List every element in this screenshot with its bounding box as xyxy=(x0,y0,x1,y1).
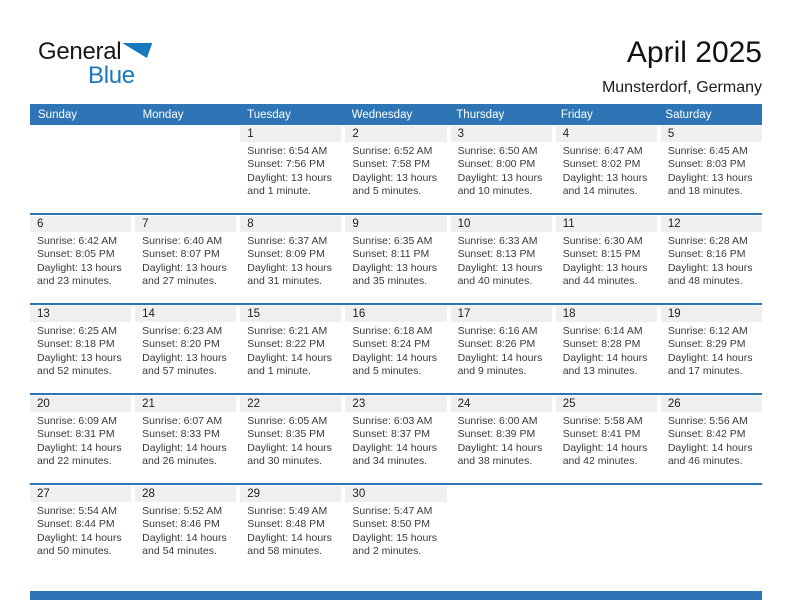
daylight-line-1: Daylight: 14 hours xyxy=(562,441,648,454)
sunrise-line: Sunrise: 6:12 AM xyxy=(667,325,748,337)
daylight-line-2: and 14 minutes. xyxy=(562,185,638,198)
week-row-4 xyxy=(30,393,762,483)
sunrise-line: Sunrise: 6:30 AM xyxy=(562,235,643,247)
day-cell-16 xyxy=(345,305,446,393)
day-cell-29 xyxy=(240,485,341,573)
daylight-line-1: Daylight: 14 hours xyxy=(247,531,332,544)
date-number: 13 xyxy=(30,306,131,322)
daylight-line-1: Daylight: 13 hours xyxy=(142,261,227,274)
sunrise-line: Sunrise: 6:52 AM xyxy=(352,145,433,157)
week-row-2 xyxy=(30,213,762,303)
daylight-line-2: and 42 minutes. xyxy=(562,455,638,468)
date-number: 2 xyxy=(345,126,446,142)
logo-triangle-icon xyxy=(122,43,152,58)
sunrise-line: Sunrise: 6:50 AM xyxy=(457,145,538,157)
empty-cell xyxy=(135,125,236,213)
sunset-line: Sunset: 8:20 PM xyxy=(142,338,220,351)
sunset-line: Sunset: 8:37 PM xyxy=(352,428,431,441)
daylight-line-2: and 48 minutes. xyxy=(667,275,743,288)
date-number: 27 xyxy=(30,486,131,502)
date-number: 24 xyxy=(451,396,552,412)
daylight-line-2: and 40 minutes. xyxy=(457,275,533,288)
date-number: 3 xyxy=(451,126,552,142)
daylight-line-2: and 13 minutes. xyxy=(562,365,638,378)
week-row-5 xyxy=(30,483,762,573)
date-number: 7 xyxy=(135,216,236,232)
daylight-line-1: Daylight: 13 hours xyxy=(352,261,438,274)
day-cell-18 xyxy=(556,305,657,393)
date-number: 11 xyxy=(556,216,657,232)
sunrise-line: Sunrise: 5:47 AM xyxy=(352,505,433,517)
sunset-line: Sunset: 8:05 PM xyxy=(37,248,115,261)
date-number: 9 xyxy=(345,216,446,232)
day-details xyxy=(240,322,341,379)
sunset-line: Sunset: 8:42 PM xyxy=(667,428,746,441)
date-number: 29 xyxy=(240,486,341,502)
sunset-line: Sunset: 8:02 PM xyxy=(562,158,641,171)
weekday-header-saturday: Saturday xyxy=(665,108,712,121)
daylight-line-2: and 27 minutes. xyxy=(142,275,217,288)
day-cell-3 xyxy=(451,125,552,213)
day-details xyxy=(30,322,131,379)
day-cell-13 xyxy=(30,305,131,393)
date-number: 14 xyxy=(135,306,236,322)
sunrise-line: Sunrise: 6:18 AM xyxy=(352,325,433,337)
daylight-line-1: Daylight: 14 hours xyxy=(562,351,648,364)
daylight-line-2: and 5 minutes. xyxy=(352,185,422,198)
day-details xyxy=(240,142,341,199)
sunrise-line: Sunrise: 6:35 AM xyxy=(352,235,433,247)
sunrise-line: Sunrise: 5:54 AM xyxy=(37,505,117,517)
page-subtitle: Munsterdorf, Germany xyxy=(601,79,762,96)
sunrise-line: Sunrise: 6:21 AM xyxy=(247,325,328,337)
calendar-weeks xyxy=(30,125,762,573)
date-number: 21 xyxy=(135,396,236,412)
daylight-line-2: and 31 minutes. xyxy=(247,275,322,288)
day-cell-22 xyxy=(240,395,341,483)
sunrise-line: Sunrise: 6:25 AM xyxy=(37,325,117,337)
date-number: 28 xyxy=(135,486,236,502)
day-cell-24 xyxy=(451,395,552,483)
daylight-line-2: and 5 minutes. xyxy=(352,365,422,378)
sunset-line: Sunset: 8:26 PM xyxy=(457,338,536,351)
day-cell-5 xyxy=(661,125,762,213)
daylight-line-1: Daylight: 14 hours xyxy=(37,441,122,454)
date-number: 15 xyxy=(240,306,341,322)
daylight-line-2: and 34 minutes. xyxy=(352,455,428,468)
daylight-line-2: and 1 minute. xyxy=(247,185,311,198)
week-row-3 xyxy=(30,303,762,393)
page-title: April 2025 xyxy=(626,36,762,69)
sunrise-line: Sunrise: 5:58 AM xyxy=(562,415,643,427)
day-details xyxy=(556,322,657,379)
day-details xyxy=(345,232,446,289)
day-cell-8 xyxy=(240,215,341,303)
empty-cell xyxy=(661,485,762,573)
sunset-line: Sunset: 8:07 PM xyxy=(142,248,220,261)
sunrise-line: Sunrise: 6:28 AM xyxy=(667,235,748,247)
day-details xyxy=(30,412,131,469)
logo-text-blue: Blue xyxy=(88,62,135,89)
daylight-line-1: Daylight: 13 hours xyxy=(247,261,332,274)
daylight-line-1: Daylight: 13 hours xyxy=(457,261,543,274)
sunset-line: Sunset: 8:35 PM xyxy=(247,428,325,441)
day-details xyxy=(135,322,236,379)
day-details xyxy=(240,412,341,469)
day-details xyxy=(661,142,762,199)
date-number: 6 xyxy=(30,216,131,232)
sunrise-line: Sunrise: 6:07 AM xyxy=(142,415,223,427)
day-cell-26 xyxy=(661,395,762,483)
daylight-line-2: and 38 minutes. xyxy=(457,455,533,468)
day-cell-14 xyxy=(135,305,236,393)
empty-cell xyxy=(30,125,131,213)
sunset-line: Sunset: 8:28 PM xyxy=(562,338,641,351)
day-details xyxy=(135,232,236,289)
sunrise-line: Sunrise: 6:03 AM xyxy=(352,415,433,427)
date-number: 16 xyxy=(345,306,446,322)
sunset-line: Sunset: 7:56 PM xyxy=(247,158,325,171)
daylight-line-2: and 18 minutes. xyxy=(667,185,743,198)
date-number: 17 xyxy=(451,306,552,322)
sunset-line: Sunset: 8:41 PM xyxy=(562,428,641,441)
sunrise-line: Sunrise: 6:14 AM xyxy=(562,325,643,337)
day-cell-19 xyxy=(661,305,762,393)
date-number: 12 xyxy=(661,216,762,232)
daylight-line-2: and 22 minutes. xyxy=(37,455,112,468)
sunset-line: Sunset: 8:03 PM xyxy=(667,158,746,171)
date-number: 26 xyxy=(661,396,762,412)
day-details xyxy=(345,412,446,469)
day-details xyxy=(135,412,236,469)
sunset-line: Sunset: 8:09 PM xyxy=(247,248,325,261)
day-details xyxy=(345,502,446,559)
sunrise-line: Sunrise: 6:54 AM xyxy=(247,145,328,157)
day-details xyxy=(345,322,446,379)
sunrise-line: Sunrise: 6:23 AM xyxy=(142,325,223,337)
daylight-line-1: Daylight: 14 hours xyxy=(667,441,753,454)
date-number: 23 xyxy=(345,396,446,412)
sunset-line: Sunset: 8:44 PM xyxy=(37,518,115,531)
day-details xyxy=(30,502,131,559)
daylight-line-2: and 1 minute. xyxy=(247,365,311,378)
daylight-line-2: and 10 minutes. xyxy=(457,185,533,198)
date-number: 10 xyxy=(451,216,552,232)
sunrise-line: Sunrise: 5:52 AM xyxy=(142,505,223,517)
weekday-header-tuesday: Tuesday xyxy=(247,108,291,121)
date-number: 18 xyxy=(556,306,657,322)
daylight-line-1: Daylight: 15 hours xyxy=(352,531,438,544)
sunrise-line: Sunrise: 6:05 AM xyxy=(247,415,328,427)
day-cell-10 xyxy=(451,215,552,303)
daylight-line-2: and 17 minutes. xyxy=(667,365,743,378)
daylight-line-2: and 46 minutes. xyxy=(667,455,743,468)
date-number: 5 xyxy=(661,126,762,142)
daylight-line-2: and 26 minutes. xyxy=(142,455,217,468)
daylight-line-1: Daylight: 13 hours xyxy=(457,171,543,184)
daylight-line-1: Daylight: 13 hours xyxy=(562,261,648,274)
sunrise-line: Sunrise: 6:33 AM xyxy=(457,235,538,247)
daylight-line-2: and 2 minutes. xyxy=(352,545,422,558)
day-cell-28 xyxy=(135,485,236,573)
week-row-1 xyxy=(30,125,762,213)
date-number: 4 xyxy=(556,126,657,142)
date-number: 25 xyxy=(556,396,657,412)
sunset-line: Sunset: 8:11 PM xyxy=(352,248,430,261)
day-cell-1 xyxy=(240,125,341,213)
calendar-table xyxy=(30,104,762,573)
weekday-header-thursday: Thursday xyxy=(456,108,505,121)
daylight-line-1: Daylight: 13 hours xyxy=(667,171,753,184)
daylight-line-2: and 9 minutes. xyxy=(457,365,527,378)
sunrise-line: Sunrise: 6:47 AM xyxy=(562,145,643,157)
day-details xyxy=(451,322,552,379)
date-number: 20 xyxy=(30,396,131,412)
day-cell-21 xyxy=(135,395,236,483)
general-blue-logo xyxy=(38,40,152,88)
weekday-header-wednesday: Wednesday xyxy=(351,108,413,121)
sunset-line: Sunset: 8:16 PM xyxy=(667,248,746,261)
sunset-line: Sunset: 8:29 PM xyxy=(667,338,746,351)
day-cell-6 xyxy=(30,215,131,303)
sunset-line: Sunset: 8:50 PM xyxy=(352,518,431,531)
day-cell-9 xyxy=(345,215,446,303)
day-details xyxy=(661,322,762,379)
daylight-line-1: Daylight: 14 hours xyxy=(352,351,438,364)
daylight-line-2: and 54 minutes. xyxy=(142,545,217,558)
daylight-line-2: and 30 minutes. xyxy=(247,455,322,468)
sunset-line: Sunset: 8:13 PM xyxy=(457,248,536,261)
sunset-line: Sunset: 8:33 PM xyxy=(142,428,220,441)
day-cell-27 xyxy=(30,485,131,573)
daylight-line-1: Daylight: 14 hours xyxy=(457,441,543,454)
date-number: 30 xyxy=(345,486,446,502)
day-details xyxy=(30,232,131,289)
day-details xyxy=(556,412,657,469)
sunrise-line: Sunrise: 6:37 AM xyxy=(247,235,328,247)
day-cell-25 xyxy=(556,395,657,483)
sunset-line: Sunset: 8:22 PM xyxy=(247,338,325,351)
day-cell-17 xyxy=(451,305,552,393)
day-cell-20 xyxy=(30,395,131,483)
sunset-line: Sunset: 8:39 PM xyxy=(457,428,536,441)
footer-bar xyxy=(30,591,762,600)
day-details xyxy=(135,502,236,559)
date-number: 1 xyxy=(240,126,341,142)
sunrise-line: Sunrise: 5:49 AM xyxy=(247,505,328,517)
day-cell-12 xyxy=(661,215,762,303)
sunrise-line: Sunrise: 6:00 AM xyxy=(457,415,538,427)
daylight-line-2: and 57 minutes. xyxy=(142,365,217,378)
day-details xyxy=(661,232,762,289)
day-details xyxy=(661,412,762,469)
day-details xyxy=(345,142,446,199)
day-details xyxy=(451,142,552,199)
daylight-line-2: and 50 minutes. xyxy=(37,545,112,558)
sunrise-line: Sunrise: 6:40 AM xyxy=(142,235,223,247)
daylight-line-1: Daylight: 14 hours xyxy=(142,441,227,454)
daylight-line-1: Daylight: 14 hours xyxy=(247,441,332,454)
daylight-line-1: Daylight: 13 hours xyxy=(37,261,122,274)
day-details xyxy=(451,412,552,469)
empty-cell xyxy=(556,485,657,573)
daylight-line-2: and 35 minutes. xyxy=(352,275,428,288)
title-block xyxy=(602,36,762,97)
daylight-line-1: Daylight: 14 hours xyxy=(457,351,543,364)
daylight-line-1: Daylight: 13 hours xyxy=(562,171,648,184)
sunset-line: Sunset: 8:48 PM xyxy=(247,518,325,531)
weekday-header-friday: Friday xyxy=(560,108,593,121)
sunset-line: Sunset: 7:58 PM xyxy=(352,158,431,171)
sunset-line: Sunset: 8:18 PM xyxy=(37,338,115,351)
day-cell-11 xyxy=(556,215,657,303)
weekday-header-sunday: Sunday xyxy=(38,108,78,121)
day-cell-30 xyxy=(345,485,446,573)
day-cell-4 xyxy=(556,125,657,213)
daylight-line-1: Daylight: 14 hours xyxy=(667,351,753,364)
sunset-line: Sunset: 8:24 PM xyxy=(352,338,431,351)
day-cell-15 xyxy=(240,305,341,393)
daylight-line-1: Daylight: 14 hours xyxy=(352,441,438,454)
date-number: 8 xyxy=(240,216,341,232)
daylight-line-2: and 23 minutes. xyxy=(37,275,112,288)
sunrise-line: Sunrise: 6:42 AM xyxy=(37,235,117,247)
empty-cell xyxy=(451,485,552,573)
sunrise-line: Sunrise: 5:56 AM xyxy=(667,415,748,427)
daylight-line-1: Daylight: 13 hours xyxy=(142,351,227,364)
day-details xyxy=(451,232,552,289)
daylight-line-1: Daylight: 13 hours xyxy=(352,171,438,184)
sunset-line: Sunset: 8:46 PM xyxy=(142,518,220,531)
day-cell-23 xyxy=(345,395,446,483)
daylight-line-1: Daylight: 14 hours xyxy=(37,531,122,544)
daylight-line-1: Daylight: 13 hours xyxy=(667,261,753,274)
day-details xyxy=(556,232,657,289)
sunrise-line: Sunrise: 6:09 AM xyxy=(37,415,117,427)
sunrise-line: Sunrise: 6:45 AM xyxy=(667,145,748,157)
daylight-line-1: Daylight: 14 hours xyxy=(142,531,227,544)
day-details xyxy=(240,232,341,289)
weekday-header-row xyxy=(30,104,762,125)
daylight-line-1: Daylight: 13 hours xyxy=(247,171,332,184)
daylight-line-2: and 58 minutes. xyxy=(247,545,322,558)
day-cell-2 xyxy=(345,125,446,213)
daylight-line-2: and 52 minutes. xyxy=(37,365,112,378)
day-cell-7 xyxy=(135,215,236,303)
weekday-header-monday: Monday xyxy=(142,108,184,121)
sunset-line: Sunset: 8:15 PM xyxy=(562,248,641,261)
sunset-line: Sunset: 8:31 PM xyxy=(37,428,115,441)
daylight-line-2: and 44 minutes. xyxy=(562,275,638,288)
sunset-line: Sunset: 8:00 PM xyxy=(457,158,536,171)
daylight-line-1: Daylight: 14 hours xyxy=(247,351,332,364)
daylight-line-1: Daylight: 13 hours xyxy=(37,351,122,364)
date-number: 19 xyxy=(661,306,762,322)
day-details xyxy=(556,142,657,199)
day-details xyxy=(240,502,341,559)
date-number: 22 xyxy=(240,396,341,412)
sunrise-line: Sunrise: 6:16 AM xyxy=(457,325,538,337)
logo-text-general: General xyxy=(38,38,122,65)
